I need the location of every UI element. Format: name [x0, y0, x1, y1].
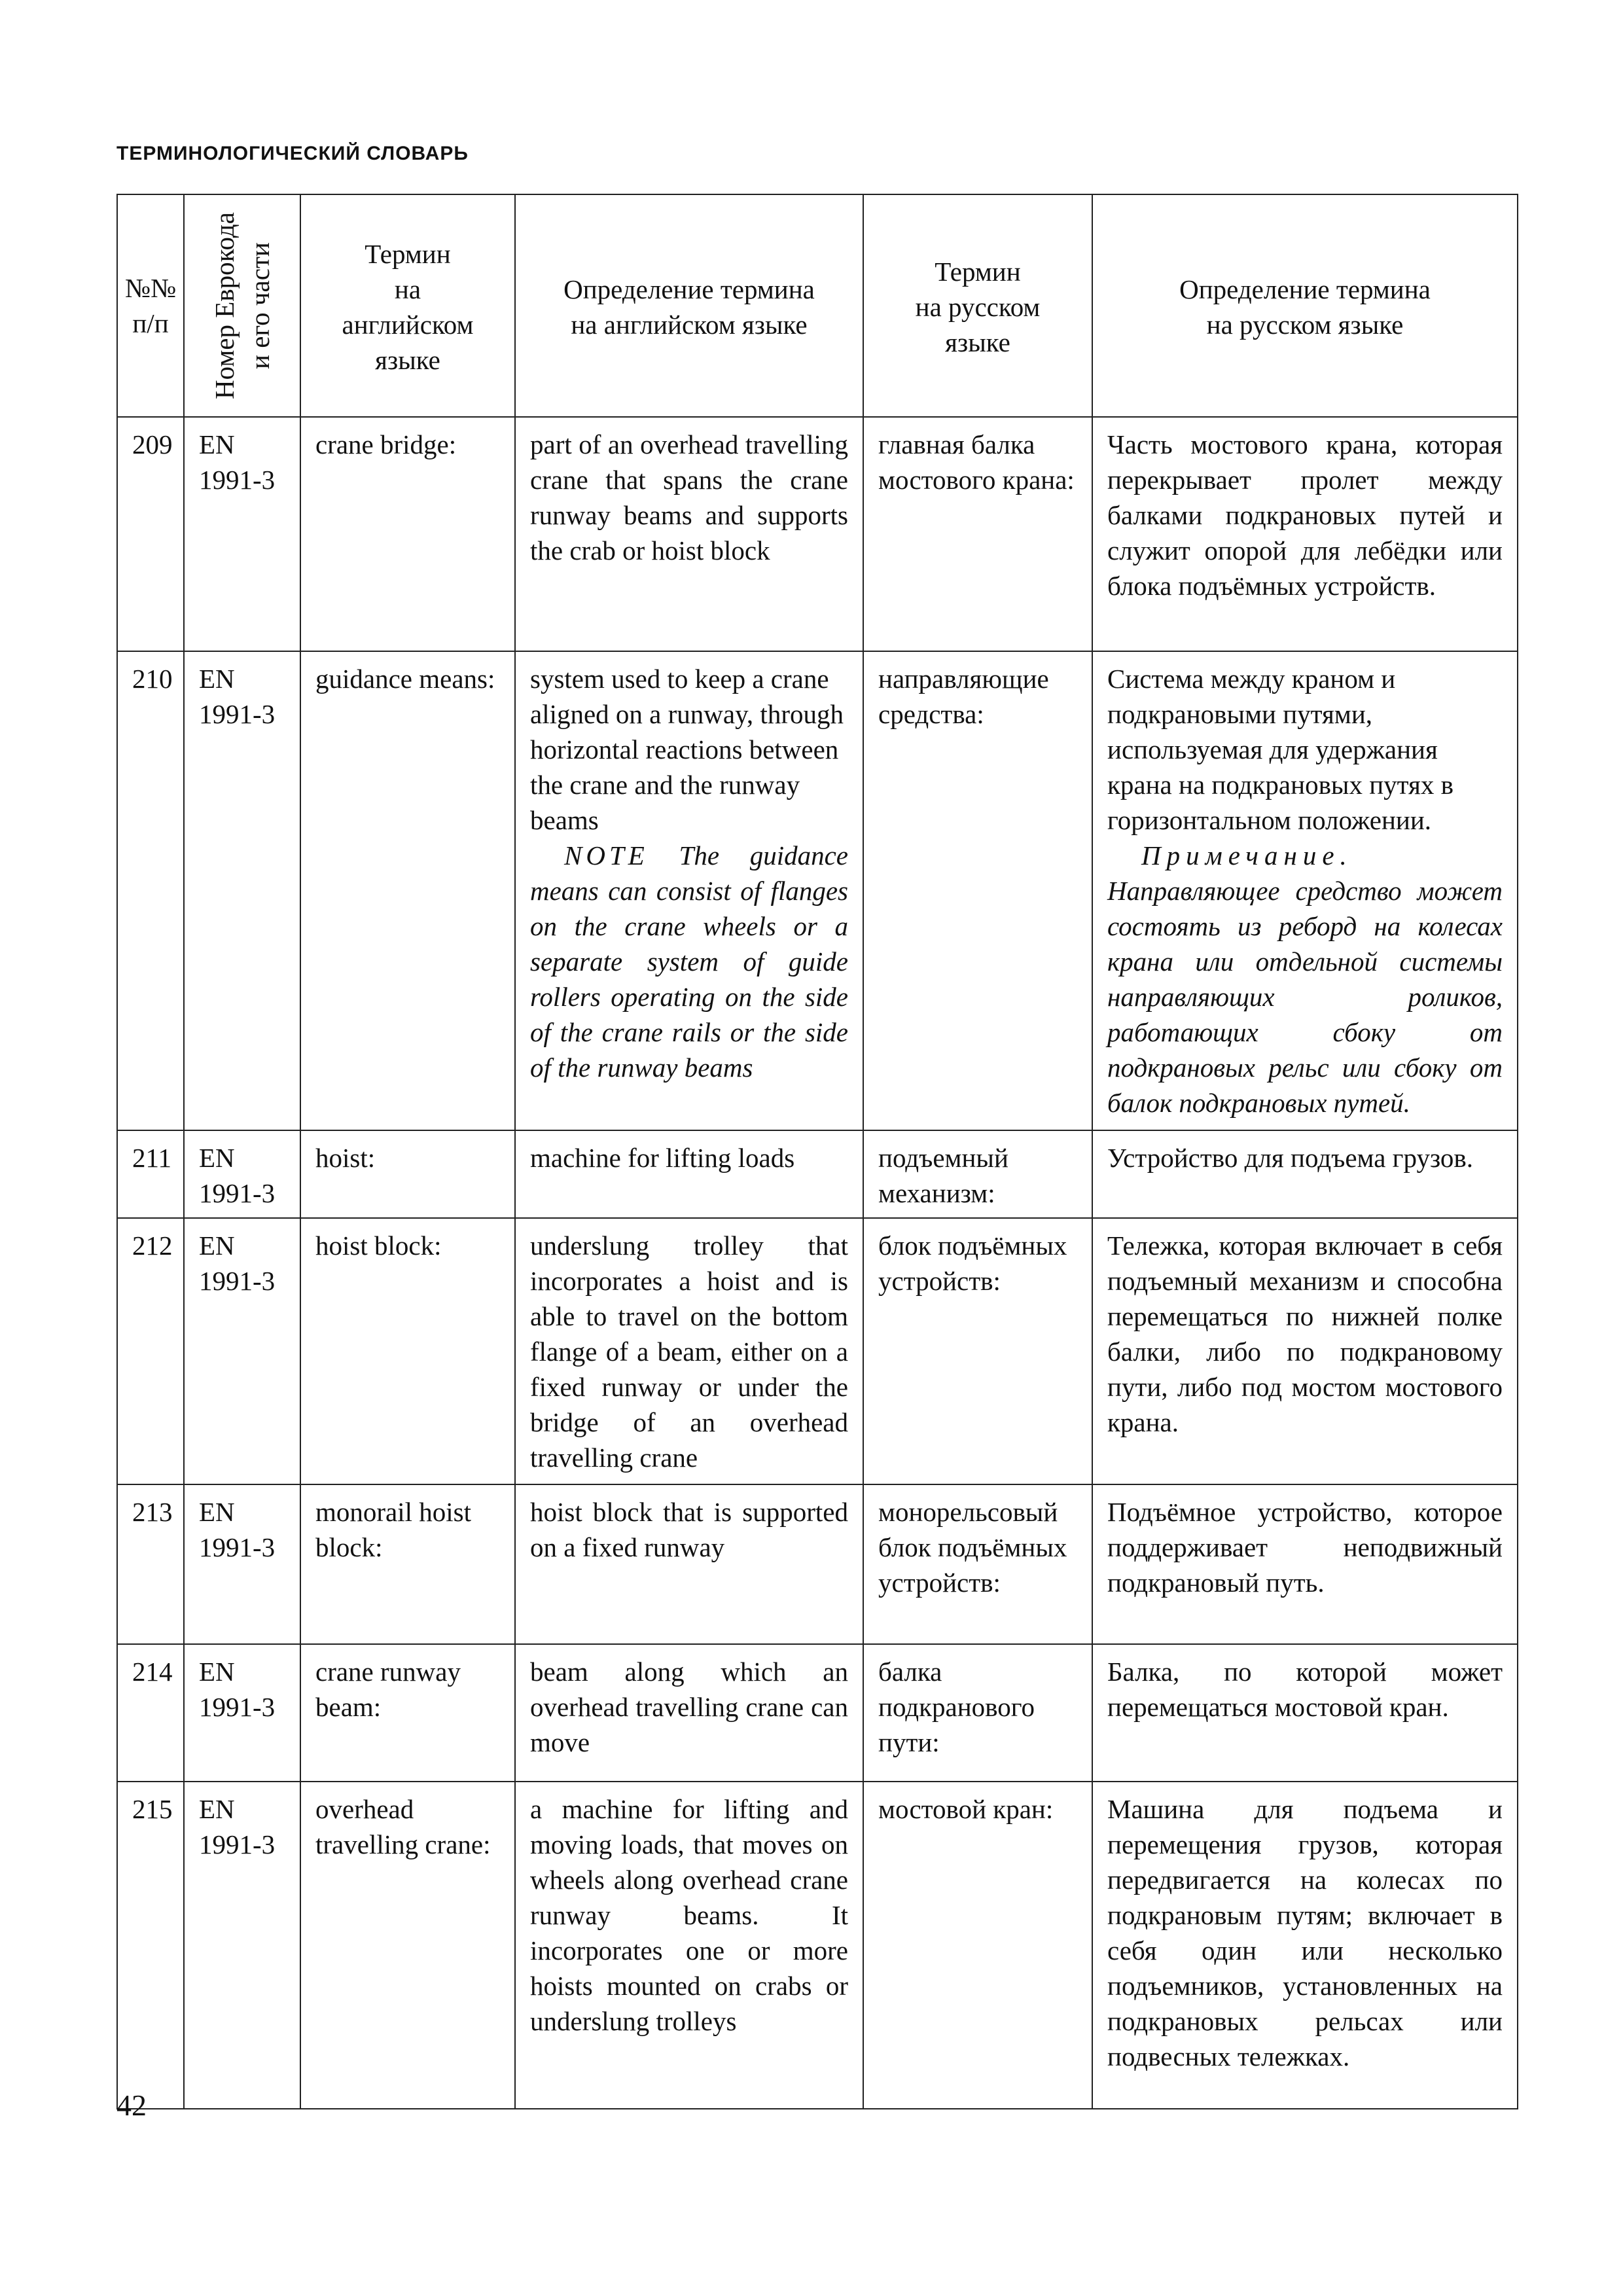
row-number: 209	[117, 417, 184, 651]
english-note-label: NOTE	[564, 840, 649, 870]
russian-term: направляющие средства:	[863, 651, 1092, 1130]
row-number: 213	[117, 1484, 184, 1644]
russian-definition: Устройство для подъема грузов.	[1092, 1130, 1518, 1218]
english-definition: part of an overhead travelling crane that spans the crane runway beams and supports the crab or hoist block	[515, 417, 863, 651]
page-number: 42	[116, 2089, 147, 2122]
row-number: 210	[117, 651, 184, 1130]
header-row	[117, 194, 1518, 417]
russian-term: блок подъёмных устройств:	[863, 1218, 1092, 1484]
russian-definition: Машина для подъема и перемещения грузов, которая передвигается на колесах по подкрановым путям; включает в себя один или несколько подъемников, установленных на подкрановых рельсах или подвесных тележках.	[1092, 1782, 1518, 2109]
eurocode-number: EN 1991-3	[184, 1484, 300, 1644]
russian-definition-text: Система между краном и подкрановыми путями, используемая для удержания крана на подкрановых путях в горизонтальном положении.	[1107, 664, 1454, 835]
header-en-def: Определение термина на английском языке	[515, 194, 863, 417]
russian-definition	[1092, 651, 1518, 1130]
english-term: monorail hoist block:	[300, 1484, 515, 1644]
running-head: ТЕРМИНОЛОГИЧЕСКИЙ СЛОВАРЬ	[116, 143, 469, 164]
english-note	[530, 838, 848, 1085]
english-term: crane runway beam:	[300, 1644, 515, 1782]
table-row	[117, 1130, 1518, 1218]
english-definition: beam along which an overhead travelling crane can move	[515, 1644, 863, 1782]
row-number: 212	[117, 1218, 184, 1484]
english-term: hoist block:	[300, 1218, 515, 1484]
russian-definition: Часть мостового крана, которая перекрывает пролет между балками подкрановых путей и служит опорой для лебёдки или блока подъёмных устройств.	[1092, 417, 1518, 651]
header-code-text: Номер Еврокода и его части	[209, 212, 275, 399]
row-number: 214	[117, 1644, 184, 1782]
russian-term: монорельсовый блок подъёмных устройств:	[863, 1484, 1092, 1644]
eurocode-number: EN 1991-3	[184, 1130, 300, 1218]
english-definition-text: system used to keep a crane aligned on a runway, through horizontal reactions between the crane and the runway beams	[530, 664, 844, 835]
english-definition: hoist block that is supported on a fixed runway	[515, 1484, 863, 1644]
russian-term: мостовой кран:	[863, 1782, 1092, 2109]
english-definition: underslung trolley that incorporates a hoist and is able to travel on the bottom flange of a beam, either on a fixed runway or under the bridge of an overhead travelling crane	[515, 1218, 863, 1484]
english-term: guidance means:	[300, 651, 515, 1130]
russian-term: балка подкранового пути:	[863, 1644, 1092, 1782]
russian-note-text: Направляющее средство может состоять из реборд на колесах крана или отдельной системы направляющих роликов, работающих сбоку от подкрановых рельс или сбоку от балок подкрановых путей.	[1107, 876, 1503, 1118]
english-definition	[515, 651, 863, 1130]
russian-note-label: Примечание.	[1141, 840, 1353, 870]
header-ru-term: Термин на русском языке	[863, 194, 1092, 417]
header-ru-def: Определение термина на русском языке	[1092, 194, 1518, 417]
row-number: 211	[117, 1130, 184, 1218]
header-num: №№ п/п	[117, 194, 184, 417]
russian-term: подъемный механизм:	[863, 1130, 1092, 1218]
russian-term: главная балка мостового крана:	[863, 417, 1092, 651]
eurocode-number: EN 1991-3	[184, 1218, 300, 1484]
table-row	[117, 1218, 1518, 1484]
eurocode-number: EN 1991-3	[184, 1644, 300, 1782]
table-row	[117, 651, 1518, 1130]
eurocode-number: EN 1991-3	[184, 651, 300, 1130]
english-term: hoist:	[300, 1130, 515, 1218]
table-row	[117, 417, 1518, 651]
table-row	[117, 1484, 1518, 1644]
eurocode-number: EN 1991-3	[184, 417, 300, 651]
terminology-table	[116, 194, 1518, 2109]
english-definition: a machine for lifting and moving loads, that moves on wheels along overhead crane runway beams. It incorporates one or more hoists mounted on crabs or underslung trolleys	[515, 1782, 863, 2109]
row-number: 215	[117, 1782, 184, 2109]
russian-definition: Подъёмное устройство, которое поддерживает неподвижный подкрановый путь.	[1092, 1484, 1518, 1644]
english-note-text: The guidance means can consist of flanges on the crane wheels or a separate system of guide rollers operating on the side of the crane rails or the side of the runway beams	[530, 840, 848, 1083]
eurocode-number: EN 1991-3	[184, 1782, 300, 2109]
table-row	[117, 1782, 1518, 2109]
header-en-term: Термин на английском языке	[300, 194, 515, 417]
english-definition: machine for lifting loads	[515, 1130, 863, 1218]
english-term: crane bridge:	[300, 417, 515, 651]
russian-note	[1107, 838, 1503, 1121]
header-code	[184, 194, 300, 417]
russian-definition: Тележка, которая включает в себя подъемный механизм и способна перемещаться по нижней полке балки, либо по подкрановому пути, либо под мостом мостового крана.	[1092, 1218, 1518, 1484]
russian-definition: Балка, по которой может перемещаться мостовой кран.	[1092, 1644, 1518, 1782]
table-row	[117, 1644, 1518, 1782]
english-term: overhead travelling crane:	[300, 1782, 515, 2109]
